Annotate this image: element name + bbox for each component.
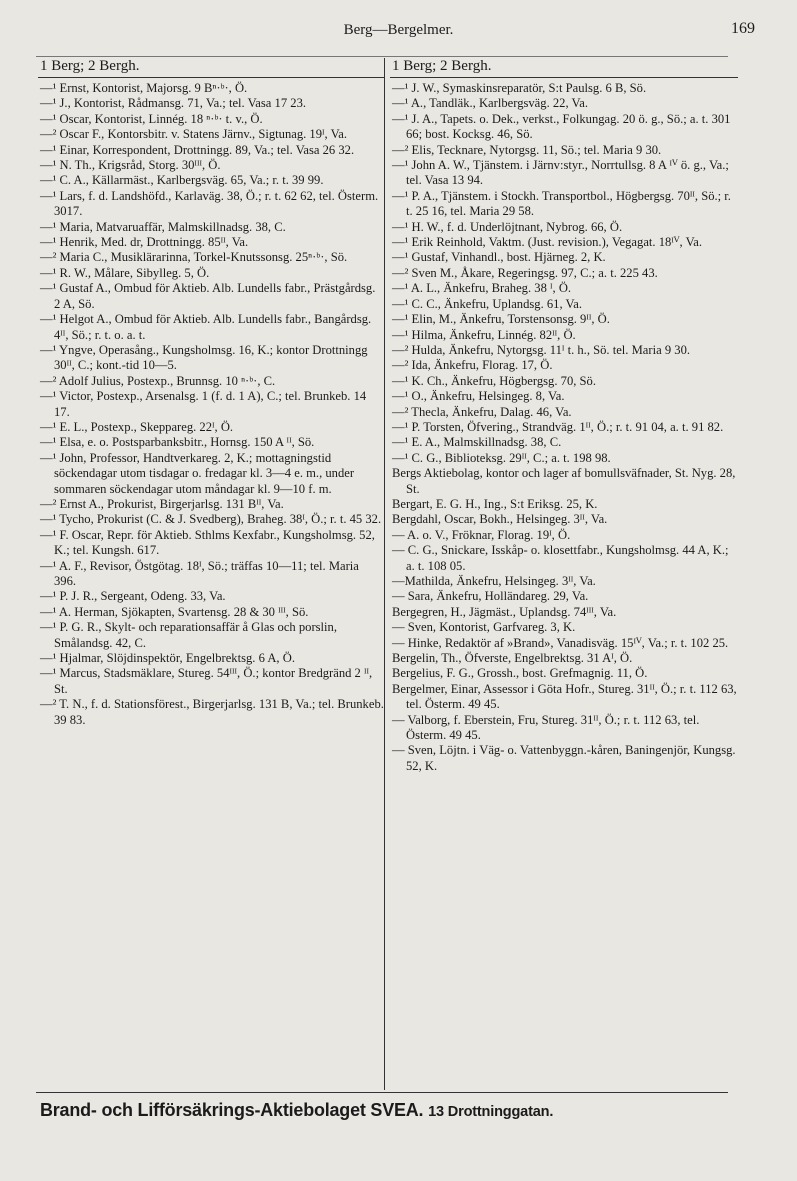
right-column-heading: 1 Berg; 2 Bergh. [390,58,738,78]
column-divider [384,58,385,1090]
directory-entry: Bergelin, Th., Öfverste, Engelbrektsg. 31 Aᴵ, Ö. [392,651,633,666]
directory-entry: —¹ Ernst, Kontorist, Majorsg. 9 Bⁿ·ᵇ·, Ö. [40,81,248,95]
directory-entry: —¹ N. Th., Krigsråd, Storg. 30ᴵᴵᴵ, Ö. [40,158,221,173]
directory-entry: —¹ Hilma, Änkefru, Linnég. 82ᴵᴵ, Ö. [392,327,576,342]
directory-entry: —² Sven M., Åkare, Regeringsg. 97, C.; a. t. 225 43. [392,265,658,280]
directory-entry: —² Elis, Tecknare, Nytorgsg. 11, Sö.; tel. Maria 9 30. [392,142,662,157]
directory-entry: —¹ R. W., Målare, Sibylleg. 5, Ö. [40,265,210,280]
directory-entry: —¹ Elin, M., Änkefru, Torstensonsg. 9ᴵᴵ, Ö. [392,312,610,327]
directory-entry: —¹ J. A., Tapets. o. Dek., verkst., Folkungag. 20 ö. g., Sö.; a. t. 301 66; bost. Kocksg. 46, Sö. [392,111,731,142]
directory-entry: —¹ P. G. R., Skylt- och reparationsaffär å Glas och porslin, Smålandsg. 42, C. [40,620,337,650]
directory-entry: —² Oscar F., Kontorsbitr. v. Statens Järnv., Sigtunag. 19ᴵ, Va. [40,127,348,142]
advert-text: Brand- och Lifförsäkrings-Aktiebolaget SVEA. [40,1099,424,1120]
directory-entry: —¹ Elsa, e. o. Postsparbanksbitr., Hornsg. 150 A ᴵᴵ, Sö. [40,435,315,450]
directory-entry: —² Ida, Änkefru, Florag. 17, Ö. [392,358,553,373]
directory-entry: — Sven, Kontorist, Garfvareg. 3, K. [392,620,576,635]
directory-entry: Bergelmer, Einar, Assessor i Göta Hofr., Stureg. 31ᴵᴵ, Ö.; r. t. 112 63, tel. Österm. 49 45. [392,681,737,712]
directory-entry: —¹ Einar, Korrespondent, Drottningg. 89, Va.; tel. Vasa 26 32. [40,142,355,157]
directory-entry: Bergs Aktiebolag, kontor och lager af bomullsväfnader, St. Nyg. 28, St. [392,466,736,496]
directory-entry: —¹ H. W., f. d. Underlöjtnant, Nybrog. 66, Ö. [392,219,623,234]
directory-entry: —¹ C. A., Källarmäst., Karlbergsväg. 65, Va.; r. t. 39 99. [40,173,324,188]
directory-entry: —² Maria C., Musiklärarinna, Torkel-Knutssonsg. 25ⁿ·ᵇ·, Sö. [40,250,348,265]
directory-entry: —¹ C. C., Änkefru, Uplandsg. 61, Va. [392,296,582,311]
advert-address: 13 Drottninggatan. [428,1103,554,1120]
directory-entry: —¹ Maria, Matvaruaffär, Malmskillnadsg. 38, C. [40,219,286,234]
directory-entry: —¹ K. Ch., Änkefru, Högbergsg. 70, Sö. [392,373,596,388]
directory-entry: —¹ Erik Reinhold, Vaktm. (Just. revision.), Vegagat. 18ᴵⱽ, Va. [392,235,703,250]
directory-entry: —¹ Gustaf, Vinhandl., bost. Hjärneg. 2, K. [392,250,606,265]
page-number: 169 [731,20,755,37]
top-rule [36,56,728,57]
directory-entry: —¹ P. Torsten, Öfvering., Strandväg. 1ᴵᴵ, Ö.; r. t. 91 04, a. t. 91 82. [392,419,724,434]
directory-entry: —¹ Hjalmar, Slöjdinspektör, Engelbrektsg. 6 A, Ö. [40,651,295,666]
right-entries [390,81,738,774]
directory-entry: —¹ O., Änkefru, Helsingeg. 8, Va. [392,389,565,404]
directory-entry: —¹ P. J. R., Sergeant, Odeng. 33, Va. [40,589,226,604]
directory-entry: —² Thecla, Änkefru, Dalag. 46, Va. [392,404,572,419]
directory-entry: —¹ Helgot A., Ombud för Aktieb. Alb. Lundells fabr., Bangårdsg. 4ᴵᴵ, Sö.; r. t. o. a. t. [40,312,372,342]
directory-entry: —¹ A. L., Änkefru, Braheg. 38 ᴵ, Ö. [392,281,572,296]
left-column-heading: 1 Berg; 2 Bergh. [38,58,384,78]
advertisement-footer [40,1099,719,1121]
directory-entry: — C. G., Snickare, Isskåp- o. klosettfabr., Kungsholmsg. 44 A, K.; a. t. 108 05. [392,543,729,573]
directory-entry: —² T. N., f. d. Stationsförest., Birgerjarlsg. 131 B, Va.; tel. Brunkeb. 39 83. [40,697,384,727]
directory-entry: —¹ E. L., Postexp., Skeppareg. 22ᴵ, Ö. [40,419,234,434]
directory-entry: — Sara, Änkefru, Holländareg. 29, Va. [392,589,589,604]
bottom-rule [36,1092,728,1093]
directory-entry: —¹ John A. W., Tjänstem. i Järnv:styr., Norrtullsg. 8 A ᴵⱽ ö. g., Va.; tel. Vasa 13 94. [392,158,729,188]
directory-entry: —¹ Marcus, Stadsmäklare, Stureg. 54ᴵᴵᴵ, Ö.; kontor Bredgränd 2 ᴵᴵ, St. [40,666,373,696]
directory-entry: Bergegren, H., Jägmäst., Uplandsg. 74ᴵᴵᴵ, Va. [392,604,617,619]
directory-entry: —¹ Henrik, Med. dr, Drottningg. 85ᴵᴵ, Va. [40,235,249,250]
directory-entry: — Hinke, Redaktör af »Brand», Vanadisväg. 15ᴵⱽ, Va.; r. t. 102 25. [392,635,729,650]
left-entries [38,81,384,728]
directory-entry: —² Ernst A., Prokurist, Birgerjarlsg. 131 Bᴵᴵ, Va. [40,496,284,511]
directory-entry: —¹ John, Professor, Handtverkareg. 2, K.; mottagningstid söckendagar utom tisdagar o. fredagar kl. 3—4 e. m., under sommaren söckendagar utom måndagar kl. 9—10 f. m. [40,450,355,496]
directory-entry: —Mathilda, Änkefru, Helsingeg. 3ᴵᴵ, Va. [392,574,596,588]
directory-entry: —¹ A. Herman, Sjökapten, Svartensg. 28 & 30 ᴵᴵᴵ, Sö. [40,604,309,619]
right-column [390,58,738,774]
directory-entry: —¹ A., Tandläk., Karlbergsväg. 22, Va. [392,96,588,111]
directory-entry: — A. o. V., Fröknar, Florag. 19ᴵ, Ö. [392,527,571,542]
directory-entry: —¹ C. G., Biblioteksg. 29ᴵᴵ, C.; a. t. 198 98. [392,450,611,465]
directory-entry: — Valborg, f. Eberstein, Fru, Stureg. 31ᴵᴵ, Ö.; r. t. 112 63, tel. Österm. 49 45. [392,712,700,743]
directory-entry: —¹ Gustaf A., Ombud för Aktieb. Alb. Lundells fabr., Prästgårdsg. 2 A, Sö. [40,281,376,311]
directory-entry: —¹ Tycho, Prokurist (C. & J. Svedberg), Braheg. 38ᴵ, Ö.; r. t. 45 32. [40,512,382,527]
directory-entry: —¹ Lars, f. d. Landshöfd., Karlaväg. 38, Ö.; r. t. 62 62, tel. Österm. 3017. [40,188,379,219]
directory-entry: —¹ J., Kontorist, Rådmansg. 71, Va.; tel. Vasa 17 23. [40,96,307,111]
directory-entry: —¹ F. Oscar, Repr. för Aktieb. Sthlms Kexfabr., Kungsholmsg. 52, K.; tel. Kungsh. 617. [40,527,375,558]
directory-entry: —¹ Victor, Postexp., Arsenalsg. 1 (f. d. 1 A), C.; tel. Brunkeb. 14 17. [40,389,367,419]
left-column [38,58,384,728]
directory-entry: —¹ P. A., Tjänstem. i Stockh. Transportbol., Högbergsg. 70ᴵᴵ, Sö.; r. t. 25 16, tel. Maria 29 58. [392,188,731,219]
directory-entry: — Sven, Löjtn. i Väg- o. Vattenbyggn.-kåren, Baningenjör, Kungsg. 52, K. [392,743,736,773]
directory-entry: Bergelius, F. G., Grossh., bost. Grefmagnig. 11, Ö. [392,666,648,681]
directory-entry: —² Adolf Julius, Postexp., Brunnsg. 10 ⁿ·ᵇ·, C. [40,373,276,388]
directory-entry: Bergart, E. G. H., Ing., S:t Eriksg. 25, K. [392,496,598,511]
directory-entry: —² Hulda, Änkefru, Nytorgsg. 11ᴵ t. h., Sö. tel. Maria 9 30. [392,342,691,357]
directory-entry: —¹ J. W., Symaskinsreparatör, S:t Paulsg. 6 B, Sö. [392,81,647,95]
directory-entry: Bergdahl, Oscar, Bokh., Helsingeg. 3ᴵᴵ, Va. [392,512,608,527]
directory-entry: —¹ Yngve, Operasång., Kungsholmsg. 16, K.; kontor Drottningg 30ᴵᴵ, C.; kont.-tid 10—5. [40,342,368,373]
directory-entry: —¹ A. F., Revisor, Östgötag. 18ᴵ, Sö.; träffas 10—11; tel. Maria 396. [40,558,359,588]
directory-entry: —¹ Oscar, Kontorist, Linnég. 18 ⁿ·ᵇ· t. v., Ö. [40,111,263,126]
page-title: Berg—Bergelmer. [343,22,454,38]
directory-entry: —¹ E. A., Malmskillnadsg. 38, C. [392,435,562,450]
